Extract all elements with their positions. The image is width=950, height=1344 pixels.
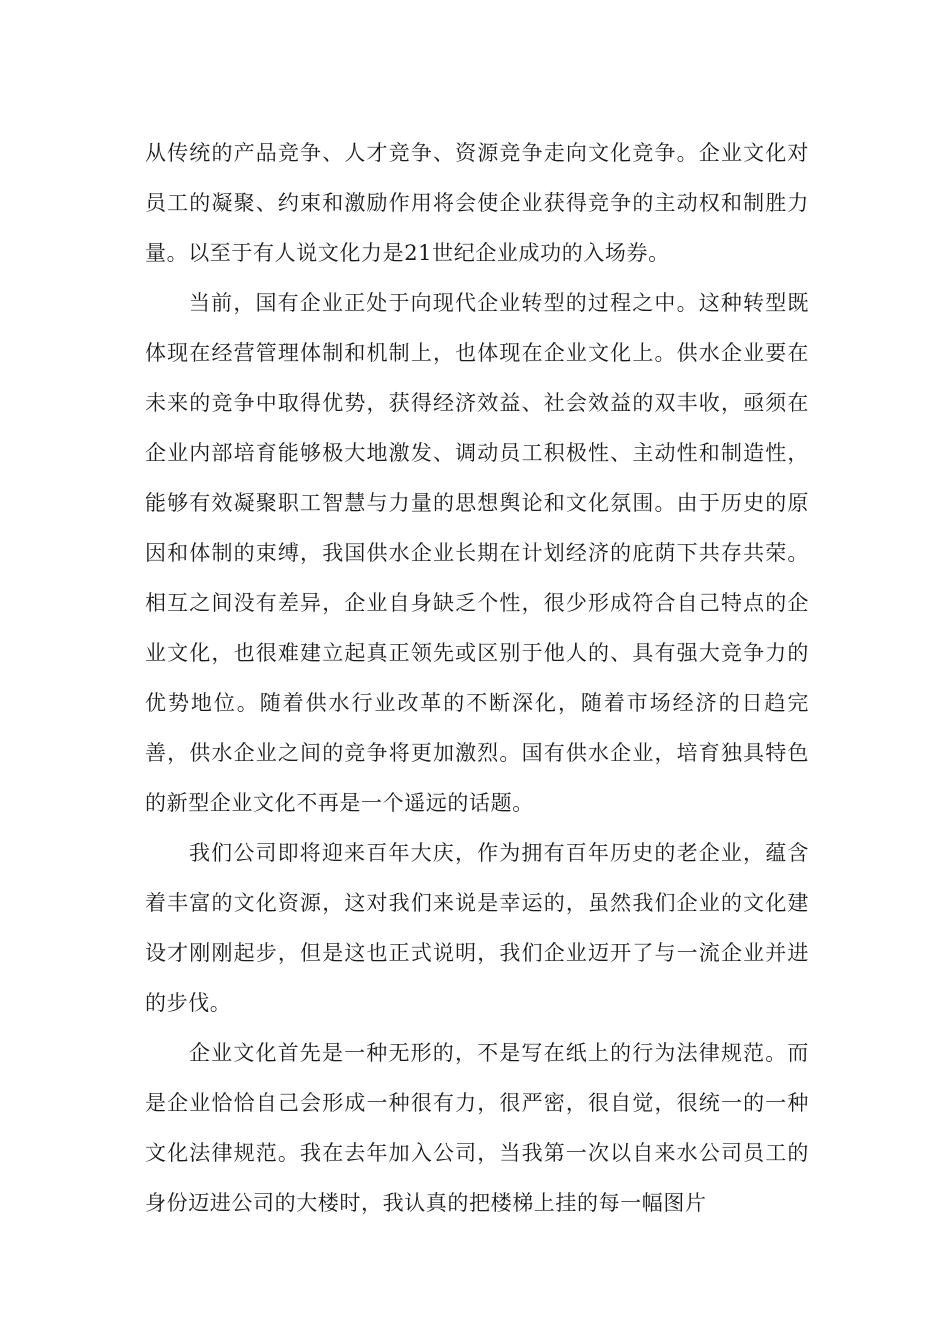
paragraph-1: 从传统的产品竞争、人才竞争、资源竞争走向文化竞争。企业文化对员工的凝聚、约束和激励作用将会使企业获得竞争的主动权和制胜力量。以至于有人说文化力是21世纪企业成功的入场券。 <box>145 141 809 265</box>
paragraph-3: 我们公司即将迎来百年大庆，作为拥有百年历史的老企业，蕴含着丰富的文化资源，这对我们来说是幸运的，虽然我们企业的文化建设才刚刚起步，但是这也正式说明，我们企业迈开了与一流企业并进的步伐。 <box>145 841 809 1015</box>
paragraph-2: 当前，国有企业正处于向现代企业转型的过程之中。这种转型既体现在经营管理体制和机制上，也体现在企业文化上。供水企业要在未来的竞争中取得优势，获得经济效益、社会效益的双丰收，亟须在企业内部培育能够极大地激发、调动员工积极性、主动性和制造性，能够有效凝聚职工智慧与力量的思想舆论和文化氛围。由于历史的原因和体制的束缚，我国供水企业长期在计划经济的庇荫下共存共荣。相互之间没有差异，企业自身缺乏个性，很少形成符合自己特点的企业文化，也很难建立起真正领先或区别于他人的、具有强大竞争力的优势地位。随着供水行业改革的不断深化，随着市场经济的日趋完善，供水企业之间的竞争将更加激烈。国有供水企业，培育独具特色的新型企业文化不再是一个遥远的话题。 <box>145 291 809 815</box>
paragraph-4: 企业文化首先是一种无形的，不是写在纸上的行为法律规范。而是企业恰恰自己会形成一种很有力，很严密，很自觉，很统一的一种文化法律规范。我在去年加入公司，当我第一次以自来水公司员工的身份迈进公司的大楼时，我认真的把楼梯上挂的每一幅图片 <box>145 1041 809 1215</box>
document-body <box>145 128 809 1228</box>
